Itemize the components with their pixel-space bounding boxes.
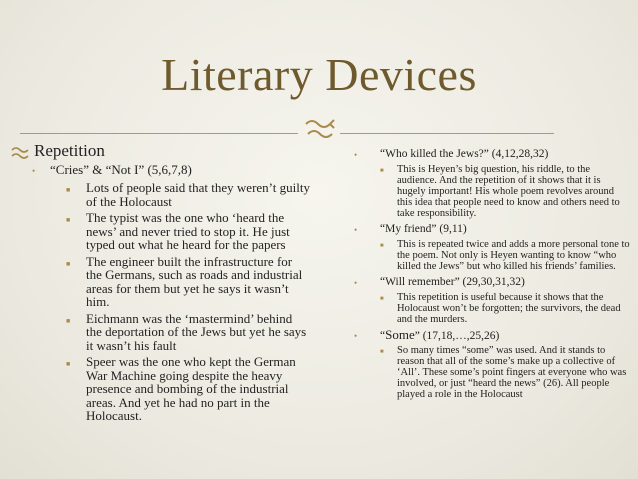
flourish-bullet-icon xyxy=(10,144,30,158)
emphasized-word: Some xyxy=(385,327,415,342)
list-subitem: ■ Lots of people said that they weren’t guilty of the Holocaust xyxy=(66,180,310,209)
square-bullet-icon: ■ xyxy=(380,296,384,302)
list-item: • “Will remember” (29,30,31,32) xyxy=(354,276,525,288)
list-item: • “Who killed the Jews?” (4,12,28,32) xyxy=(354,148,549,160)
list-subitem: ■ This repetition is useful because it shows that the Holocaust won’t be forgotten; the survivors, the dead and the murders. xyxy=(380,292,621,325)
list-subitem: ■ The engineer built the infrastructure for the Germans, such as roads and industrial areas for them but yet he says it wasn’t him. xyxy=(66,253,303,309)
list-subitem: ■ Speer was the one who kept the German War Machine going despite the heavy presence and bombing of the industrial areas. And yet he had no part in the Holocaust. xyxy=(66,354,296,423)
list-subitem: ■ This is repeated twice and adds a more personal tone to the poem. Not only is Heyen wanting to know “who killed the Jews” but who killed his friends’ families. xyxy=(380,239,630,272)
list-item: • “Cries” & “Not I” (5,6,7,8) xyxy=(32,162,192,177)
dot-bullet-icon: • xyxy=(354,278,358,288)
list-subitem: ■ This is Heyen’s big question, his riddle, to the audience. And the repetition of it shows that it is hugely important! His whole poem revolves around this idea that people need to know and others need to take responsibility. xyxy=(380,164,620,219)
right-column xyxy=(354,148,630,404)
title-rule-right xyxy=(340,133,554,134)
flourish-icon xyxy=(300,116,340,140)
heading-label: Repetition xyxy=(34,141,105,160)
list-subitem: ■ The typist was the one who ‘heard the news’ and never tried to stop it. He just typed out what he heard for the papers xyxy=(66,210,290,252)
square-bullet-icon: ■ xyxy=(66,316,71,325)
list-subitem: ■ So many times “some” was used. And it stands to reason that all of the some’s make up a collective of ‘All’. These some’s point fingers at everyone who was involved, or just “heard the news” (26). All people played a role in the Holocaust xyxy=(380,345,627,400)
square-bullet-icon: ■ xyxy=(66,186,71,194)
square-bullet-icon: ■ xyxy=(380,349,384,355)
list-subitem: ■ Eichmann was the ‘mastermind’ behind the deportation of the Jews but yet he says it wasn’t his fault xyxy=(66,310,307,353)
dot-bullet-icon: • xyxy=(32,166,36,176)
square-bullet-icon: ■ xyxy=(66,216,71,224)
left-column xyxy=(10,141,310,426)
slide-title: Literary Devices xyxy=(161,49,477,100)
list-item: • “Some” (17,18,…,25,26) xyxy=(354,327,500,342)
dot-bullet-icon: • xyxy=(354,150,358,160)
square-bullet-icon: ■ xyxy=(66,259,71,268)
square-bullet-icon: ■ xyxy=(380,168,384,174)
dot-bullet-icon: • xyxy=(354,331,358,341)
title-rule-left xyxy=(20,133,298,134)
list-item: • “My friend” (9,11) xyxy=(354,223,467,235)
dot-bullet-icon: • xyxy=(354,225,358,235)
heading-repetition xyxy=(10,141,310,161)
square-bullet-icon: ■ xyxy=(66,360,71,368)
square-bullet-icon: ■ xyxy=(380,243,384,249)
